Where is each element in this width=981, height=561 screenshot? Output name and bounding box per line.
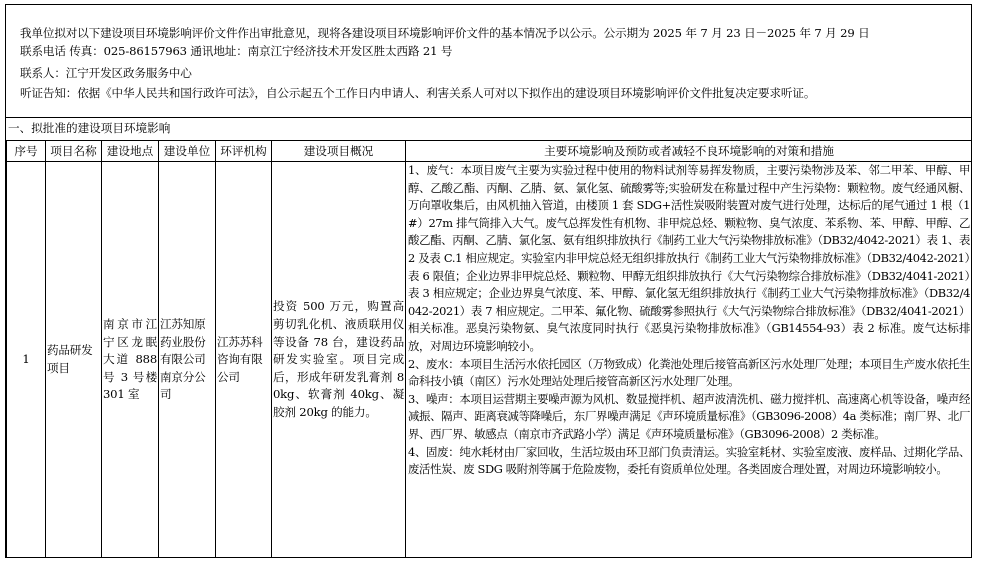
hearing-notice: 听证告知：依据《中华人民共和国行政许可法》，自公示起五个工作日内申请人、利害关系人可对以下拟作出的建设项目环境影响评价文件批复决定要求听证。 [20, 86, 816, 100]
header-agency: 环评机构 [216, 141, 272, 162]
notice-document [5, 4, 972, 558]
row-unit-value: 江苏知原药业股份有限公司南京分公司 [160, 317, 206, 402]
row-agency-value: 江苏苏科咨询有限公司 [217, 334, 263, 384]
table-header-row [7, 141, 973, 162]
header-name: 项目名称 [46, 141, 102, 162]
table-row [7, 162, 973, 559]
project-table [6, 140, 972, 558]
row-overview [272, 162, 406, 559]
row-location [102, 162, 159, 559]
notice-header [6, 5, 971, 118]
row-name-value: 药品研发项目 [47, 343, 93, 375]
row-overview-value: 投资 500 万元，购置高剪切乳化机、液质联用仪等设备 78 台，建设药品研发实验室。项目完成后，形成年研发乳膏剂 80kg、软膏剂 40kg、凝胶剂 20kg 的能力。 [273, 299, 404, 419]
row-name [46, 162, 102, 559]
row-location-value: 南京市江宁区龙眠大道 888 号 3 号楼 301 室 [103, 317, 157, 402]
header-seq: 序号 [7, 141, 46, 162]
row-measures [406, 162, 973, 559]
section-title: 一、拟批准的建设项目环境影响 [8, 121, 171, 135]
section-title-row [6, 118, 971, 141]
row-seq-value: 1 [22, 352, 30, 367]
measures-text [406, 162, 972, 479]
measure-solid-waste: 4、固废：纯水耗材由厂家回收，生活垃圾由环卫部门负责清运。实验室耗材、实验室废液、废样品、过期化学品、废活性炭、废 SDG 吸附剂等属于危险废物，委托有资质单位处理。各类固废合理处置，对周边环境影响较小。 [408, 444, 970, 477]
header-location: 建设地点 [102, 141, 159, 162]
measure-air: 1、废气：本项目废气主要为实验过程中使用的物料试剂等易挥发物质，主要污染物涉及苯、邻二甲苯、甲醇、甲醇、乙酸乙酯、丙酮、乙腈、氨、氯化氢、硫酸雾等;实验研发在称量过程中产生污染物：颗粒物。废气经通风橱、万向罩收集后，由风机抽入管道，由楼顶 1 套 SDG+活性炭吸附装置对废气进行处理，达标后的尾气通过 1 根（1#）27m 排气筒排入大气。废气总挥发性有机物、非甲烷总烃、颗粒物、臭气浓度、苯系物、苯、甲醇、甲醇、乙酸乙酯、丙酮、乙腈、氯化氢、氨有组织排放执行《制药工业大气污染物排放标准》（DB32/4042-2021）表 1、表 2 及表 C.1 相应规定。实验室内非甲烷总烃无组织排放执行《制药工业大气污染物排放标准》（DB32/4042-2021）表 6 限值；企业边界非甲烷总烃、颗粒物、甲醇无组织排放执行《大气污染物综合排放标准》（DB32/4041-2021）表 3 相应规定；企业边界臭气浓度、苯、甲醇、氯化氢无组织排放执行《制药工业大气污染物排放标准》（DB32/4042-2021）表 7 相应规定。二甲苯、氟化物、硫酸雾参照执行《大气污染物综合排放标准》（DB32/4041-2021）相关标准。恶臭污染物氨、臭气浓度同时执行《恶臭污染物排放标准》（GB14554-93）表 2 标准。废气达标排放，对周边环境影响较小。 [408, 163, 970, 353]
header-unit: 建设单位 [159, 141, 216, 162]
header-measures: 主要环境影响及预防或者减轻不良环境影响的对策和措施 [406, 141, 973, 162]
measure-water: 2、废水：本项目生活污水依托园区（万物致成）化粪池处理后接管高新区污水处理厂处理；本项目生产废水依托生命科技小镇（南区）污水处理站处理后接管高新区污水处理厂处理。 [408, 356, 970, 389]
row-seq [7, 162, 46, 559]
row-unit [159, 162, 216, 559]
measure-noise: 3、噪声：本项目运营期主要噪声源为风机、数显搅拌机、超声波清洗机、磁力搅拌机、高速离心机等设备，噪声经减振、隔声、距离衰减等降噪后，东厂界噪声满足《声环境质量标准》（GB3096-2008）4a 类标准；南厂界、北厂界、西厂界、敏感点（南京市齐武路小学）满足《声环境质量标准》（GB3096-2008）2 类标准。 [408, 391, 970, 441]
notice-intro: 我单位拟对以下建设项目环境影响评价文件作出审批意见，现将各建设项目环境影响评价文件的基本情况予以公示。公示期为 2025 年 7 月 23 日－2025 年 7 月 29 日 [20, 26, 870, 40]
row-agency [216, 162, 272, 559]
contact-person: 联系人：江宁开发区政务服务中心 [20, 66, 192, 80]
header-overview: 建设项目概况 [272, 141, 406, 162]
contact-line: 联系电话 传真：025-86157963 通讯地址：南京江宁经济技术开发区胜太西路 21 号 [20, 44, 453, 58]
